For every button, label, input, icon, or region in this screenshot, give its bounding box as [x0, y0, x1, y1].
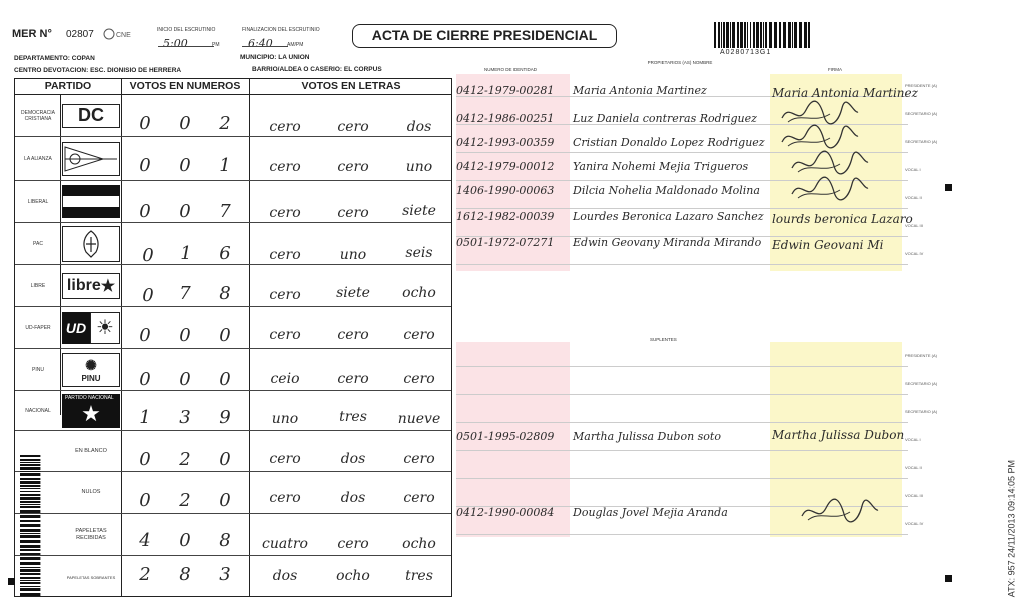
role-label: VOCAL III	[905, 223, 923, 228]
left-barcode	[20, 455, 54, 595]
vote-word: uno	[271, 411, 299, 427]
star-icon: ★	[100, 277, 116, 295]
member-name: Maria Antonia Martinez	[573, 84, 707, 97]
row-line	[456, 366, 908, 367]
vote-digit: 1	[219, 155, 231, 176]
centro-value: ESC. DIONISIO DE HERRERA	[90, 67, 182, 74]
star-icon: ★	[81, 400, 101, 426]
vote-word: ocho	[402, 285, 436, 301]
mer-number: 02807	[66, 29, 94, 40]
page-title: ACTA DE CIERRE PRESIDENCIAL	[352, 24, 617, 48]
sub-row-label: NULOS	[81, 489, 101, 495]
party-name: LIBRE	[30, 282, 46, 289]
vote-digit: 0	[142, 245, 154, 266]
pac-logo-icon	[62, 226, 120, 262]
vote-word: cero	[337, 159, 369, 175]
vote-digit: 8	[219, 283, 231, 304]
sub-row-label: PAPELETAS SOBRANTES	[66, 574, 116, 580]
party-name: LIBERAL	[27, 198, 49, 205]
vote-digit: 0	[139, 155, 151, 176]
municipio-row	[240, 54, 309, 61]
row-line	[456, 394, 908, 395]
votes-table	[14, 78, 452, 597]
votes-table-header	[15, 79, 451, 95]
vote-digit: 0	[179, 113, 191, 134]
inicio-label: INICIO DEL ESCRUTINIO	[157, 27, 216, 33]
vote-word: uno	[405, 159, 433, 175]
vote-word: cero	[269, 287, 301, 303]
member-name: Lourdes Beronica Lazaro Sanchez	[573, 210, 764, 223]
role-label: SECRETARIO (A)	[905, 409, 938, 414]
vote-digit: 0	[219, 369, 231, 390]
row-line	[456, 264, 908, 265]
vote-word: uno	[339, 247, 367, 263]
liberal-flag-icon	[62, 185, 120, 219]
municipio-label: MUNICIPIO:	[240, 54, 277, 61]
barrio-row	[252, 66, 382, 73]
role-label: VOCAL I	[905, 437, 921, 442]
sub-row-recibidas	[15, 514, 451, 556]
vote-word: cero	[403, 371, 435, 387]
pinu-emblem-icon: ✺	[85, 356, 97, 373]
vote-word: cero	[269, 490, 301, 506]
vote-digit: 9	[219, 407, 231, 428]
member-name: Yanira Nohemi Mejia Trigueros	[573, 160, 749, 173]
vote-word: cero	[337, 371, 369, 387]
fin-suffix: AM/PM	[287, 42, 304, 48]
role-label: VOCAL I	[905, 167, 921, 172]
vote-digit: 8	[219, 530, 231, 551]
row-line	[456, 450, 908, 451]
party-row-alianza	[15, 137, 451, 181]
vote-word: cuatro	[262, 536, 308, 552]
role-label: SECRETARIO (A)	[905, 381, 938, 386]
registration-mark	[945, 184, 952, 191]
suplente-name: Martha Julissa Dubon soto	[573, 430, 721, 443]
role-label: VOCAL III	[905, 493, 923, 498]
barcode-text: A0280713G1	[720, 49, 772, 56]
departamento-label: DEPARTAMENTO:	[14, 55, 70, 62]
mer-label: MER N°	[12, 28, 52, 40]
left-barcode-graphic	[20, 455, 54, 595]
cne-logo-text: CNE	[116, 32, 131, 39]
vote-word: cero	[403, 490, 435, 506]
handwritten-signature	[790, 176, 870, 204]
role-label: VOCAL IV	[905, 251, 924, 256]
vote-digit: 0	[139, 325, 151, 346]
vote-digit: 0	[139, 490, 151, 511]
vote-word: tres	[405, 568, 433, 584]
vote-word: ocho	[402, 536, 436, 552]
vote-digit: 0	[139, 201, 151, 222]
vote-digit: 4	[139, 530, 151, 551]
inicio-underline	[158, 46, 214, 47]
vote-word: cero	[269, 205, 301, 221]
vote-word: ocho	[336, 568, 370, 584]
party-row-liberal	[15, 181, 451, 223]
handwritten-signature	[800, 498, 880, 526]
pinu-logo	[62, 353, 120, 387]
departamento-value: COPAN	[71, 55, 95, 62]
vote-digit: 2	[139, 564, 151, 585]
vote-word: dos	[340, 490, 366, 506]
fin-label: FINALIZACION DEL ESCRUTINIO	[242, 27, 320, 33]
role-label: PRESIDENTE (A)	[905, 83, 938, 88]
vote-digit: 0	[142, 285, 154, 306]
vote-digit: 0	[179, 369, 191, 390]
member-id: 1406-1990-00063	[456, 184, 555, 197]
handwritten-signature	[790, 150, 870, 178]
row-line	[456, 534, 908, 535]
member-name: Edwin Geovany Miranda Mirando	[573, 236, 762, 249]
role-label: VOCAL IV	[905, 521, 924, 526]
vote-word: seis	[405, 245, 433, 261]
party-row-pinu	[15, 349, 451, 391]
row-line	[456, 478, 908, 479]
libre-logo	[62, 273, 120, 299]
vote-digit: 2	[219, 113, 231, 134]
sub-row-blanco	[15, 431, 451, 472]
barcode	[714, 22, 808, 56]
vote-word: cero	[269, 451, 301, 467]
registration-mark	[8, 578, 15, 585]
nacional-logo	[62, 394, 120, 428]
barrio-value: EL CORPUS	[343, 66, 382, 73]
vote-digit: 0	[139, 369, 151, 390]
cne-logo	[103, 27, 147, 41]
vote-digit: 8	[179, 564, 191, 585]
member-id: 1612-1982-00039	[456, 210, 555, 223]
vote-digit: 0	[219, 490, 231, 511]
vote-digit: 3	[179, 407, 191, 428]
barrio-label: BARRIO/ALDEA O CASERIO:	[252, 66, 343, 73]
member-id: 0412-1993-00359	[456, 136, 555, 149]
sub-row-label: PAPELETAS RECIBIDAS	[75, 527, 107, 541]
vote-word: dos	[340, 451, 366, 467]
party-name: LA ALIANZA	[24, 155, 52, 162]
vote-word: cero	[337, 205, 369, 221]
suplente-id: 0412-1990-00084	[456, 506, 555, 519]
vote-word: dos	[272, 568, 298, 584]
suplente-name: Douglas Jovel Mejia Aranda	[573, 506, 728, 519]
col-identidad: NUMERO DE IDENTIDAD	[484, 67, 538, 72]
col-nombre: PROPIETARIOS (AS) NOMBRE	[647, 60, 713, 65]
member-name: Cristian Donaldo Lopez Rodriguez	[573, 136, 765, 149]
vote-digit: 0	[139, 113, 151, 134]
registration-mark	[945, 575, 952, 582]
sub-row-nulos	[15, 472, 451, 514]
vote-word: dos	[406, 119, 432, 135]
party-row-libre	[15, 265, 451, 307]
vote-digit: 3	[219, 564, 231, 585]
party-name: DEMOCRACIA CRISTIANA	[21, 109, 55, 122]
vote-digit: 0	[179, 155, 191, 176]
inicio-value: 5:00	[163, 37, 188, 50]
member-id: 0501-1972-07271	[456, 236, 555, 249]
vote-digit: 1	[139, 407, 151, 428]
vote-word: tres	[339, 409, 367, 425]
dc-logo: DC	[62, 104, 120, 128]
role-label: SECRETARIO (A)	[905, 111, 938, 116]
vote-word: cero	[269, 119, 301, 135]
pinu-logo-text: PINU	[81, 373, 101, 383]
col-letras: VOTOS EN LETRAS	[301, 80, 401, 92]
member-id: 0412-1979-00281	[456, 84, 555, 97]
party-name: UD-FAPER	[25, 324, 51, 331]
departamento-row	[14, 55, 95, 62]
party-name: PAC	[33, 240, 43, 247]
row-line	[456, 422, 908, 423]
vote-digit: 0	[179, 530, 191, 551]
party-name: NACIONAL	[25, 407, 51, 414]
vote-digit: 7	[219, 201, 231, 222]
suplente-id: 0501-1995-02809	[456, 430, 555, 443]
vote-word: cero	[403, 451, 435, 467]
col-firma: FIRMA	[828, 67, 842, 72]
vote-word: siete	[336, 285, 370, 301]
libre-logo-text: libre	[66, 276, 101, 294]
vote-word: ceio	[270, 371, 300, 387]
member-signature: Edwin Geovani Mi	[772, 238, 884, 252]
party-row-dc	[15, 95, 451, 137]
vote-digit: 0	[179, 325, 191, 346]
sun-icon: ☀	[90, 312, 120, 344]
vote-digit: 2	[179, 490, 191, 511]
inicio-suffix: PM	[212, 42, 220, 48]
sub-row-label: EN BLANCO	[75, 447, 107, 454]
side-stamp: ATX: 957 24/11/2013 09:14:05 PM	[1006, 460, 1016, 598]
vote-word: cero	[269, 159, 301, 175]
handwritten-signature	[780, 124, 860, 152]
vote-digit: 6	[219, 243, 231, 264]
suplente-signature: Martha Julissa Dubon	[772, 428, 905, 442]
nacional-logo-text: PARTIDO NACIONAL	[65, 394, 114, 401]
member-id: 0412-1986-00251	[456, 112, 555, 125]
party-row-nacional	[15, 391, 451, 431]
municipio-value: LA UNION	[278, 54, 310, 61]
vote-word: cero	[269, 247, 301, 263]
fin-value: 6:40	[248, 37, 273, 50]
vote-word: cero	[337, 119, 369, 135]
vote-digit: 0	[179, 201, 191, 222]
row-line	[456, 208, 908, 209]
vote-digit: 0	[219, 449, 231, 470]
col-numeros: VOTOS EN NUMEROS	[129, 80, 241, 92]
vote-digit: 2	[179, 449, 191, 470]
role-label: SECRETARIO (A)	[905, 139, 938, 144]
vote-digit: 7	[179, 283, 191, 304]
member-id: 0412-1979-00012	[456, 160, 555, 173]
centro-row	[14, 67, 181, 74]
party-name: PINU	[32, 366, 44, 373]
vote-digit: 1	[180, 243, 192, 264]
member-signature: lourds beronica Lazaro	[772, 212, 913, 226]
sub-row-sobrantes	[15, 556, 451, 598]
member-signature: Maria Antonia Martinez	[772, 86, 918, 100]
vote-digit: 0	[139, 449, 151, 470]
vote-word: siete	[402, 203, 436, 219]
vote-word: nueve	[397, 411, 441, 427]
vote-word: cero	[337, 536, 369, 552]
ud-logo-text: UD	[62, 312, 90, 344]
suplentes-title: SUPLENTES	[650, 337, 677, 342]
col-partido: PARTIDO	[44, 80, 92, 92]
member-name: Dilcia Nohelia Maldonado Molina	[573, 184, 760, 197]
party-row-pac	[15, 223, 451, 265]
vote-word: cero	[337, 327, 369, 343]
role-label: VOCAL II	[905, 195, 922, 200]
ud-logo	[62, 312, 120, 344]
cne-logo-icon	[103, 27, 147, 41]
vote-digit: 0	[219, 325, 231, 346]
alianza-logo-icon	[62, 142, 120, 176]
role-label: PRESIDENTE (A)	[905, 353, 938, 358]
party-row-ud	[15, 307, 451, 349]
member-name: Luz Daniela contreras Rodriguez	[573, 112, 757, 125]
fin-underline	[242, 46, 288, 47]
vote-word: cero	[403, 327, 435, 343]
role-label: VOCAL II	[905, 465, 922, 470]
centro-label: CENTRO DEVOTACION:	[14, 67, 89, 74]
vote-word: cero	[269, 327, 301, 343]
